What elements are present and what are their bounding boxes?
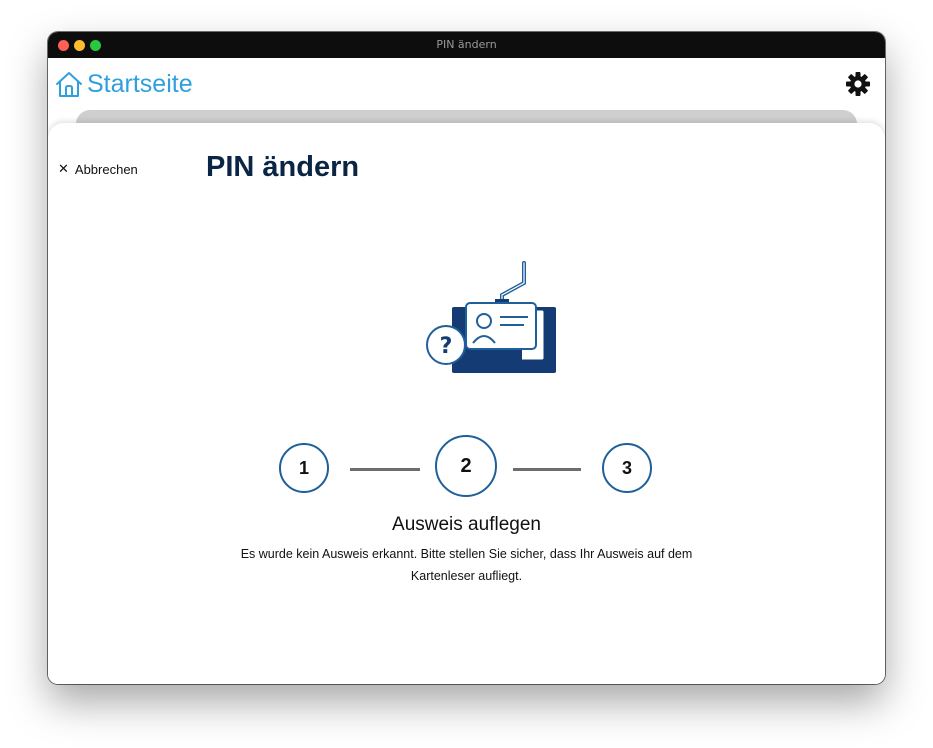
card-reader-illustration <box>374 255 559 375</box>
step-connector-1 <box>350 468 420 471</box>
title-bar <box>48 32 885 58</box>
step-1: 1 <box>279 443 329 493</box>
step-description: Es wurde kein Ausweis erkannt. Bitte stellen Sie sicher, dass Ihr Ausweis auf dem Kartenleser aufliegt. <box>240 547 693 583</box>
home-icon <box>54 69 84 99</box>
question-mark: ? <box>439 334 453 359</box>
change-pin-sheet <box>48 123 885 684</box>
step-heading: Ausweis auflegen <box>392 514 541 535</box>
window-title: PIN ändern <box>436 38 497 51</box>
step-2-active: 2 <box>435 435 497 497</box>
step-connector-2 <box>513 468 581 471</box>
app-bar <box>48 58 885 116</box>
page-title: PIN ändern <box>206 151 360 183</box>
step-3: 3 <box>602 443 652 493</box>
step-indicator <box>48 435 885 499</box>
home-link[interactable] <box>54 68 193 100</box>
cancel-label: Abbrechen <box>74 161 138 177</box>
cancel-button[interactable] <box>58 161 138 177</box>
home-label: Startseite <box>87 69 193 98</box>
close-icon: ✕ <box>58 161 69 176</box>
gear-icon[interactable] <box>845 71 871 97</box>
app-window <box>48 32 885 684</box>
